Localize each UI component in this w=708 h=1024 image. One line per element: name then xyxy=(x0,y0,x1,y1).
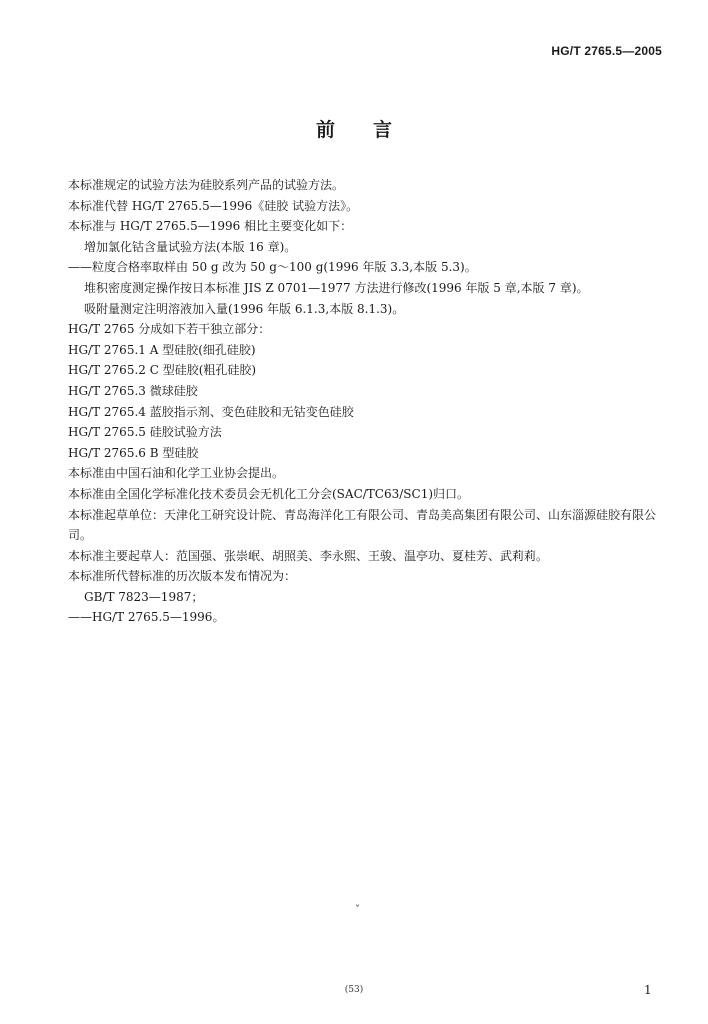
paragraph-3: 本标准与 HG/T 2765.5—1996 相比主要变化如下： xyxy=(68,219,353,234)
change-item-1: 增加氯化钴含量试验方法(本版 16 章)。 xyxy=(84,239,297,254)
paragraph-2: 本标准代替 HG/T 2765.5—1996《硅胶 试验方法》。 xyxy=(68,198,359,213)
page-title: 前言 xyxy=(315,119,430,141)
page-number: 1 xyxy=(644,983,652,997)
history-item-1: GB/T 7823—1987； xyxy=(84,589,204,604)
part-4: HG/T 2765.4 蓝胶指示剂、变色硅胶和无钴变色硅胶 xyxy=(68,404,354,419)
history-item-2: ——HG/T 2765.5—1996。 xyxy=(68,610,225,625)
part-3: HG/T 2765.3 微球硅胶 xyxy=(68,383,198,398)
part-6: HG/T 2765.6 B 型硅胶 xyxy=(68,445,199,460)
foreword-body xyxy=(68,175,660,628)
part-5: HG/T 2765.5 硅胶试验方法 xyxy=(68,425,222,440)
inner-page-number: (53) xyxy=(344,985,364,995)
standard-code: HG/T 2765.5—2005 xyxy=(551,44,662,58)
change-item-2: ——粒度合格率取样由 50 g 改为 50 g～100 g(1996 年版 3.3,本版 5.3)。 xyxy=(68,260,477,275)
proposer: 本标准由中国石油和化学工业协会提出。 xyxy=(68,466,285,481)
paragraph-1: 本标准规定的试验方法为硅胶系列产品的试验方法。 xyxy=(68,178,345,192)
centralized-unit: 本标准由全国化学标准化技术委员会无机化工分会(SAC/TC63/SC1)归口。 xyxy=(68,486,470,501)
drafters: 本标准主要起草人：范国强、张崇岷、胡照美、李永熙、王骏、温亭功、夏桂芳、武莉莉。 xyxy=(68,548,549,563)
history-intro: 本标准所代替标准的历次版本发布情况为： xyxy=(68,569,297,584)
stray-mark: ˇ xyxy=(355,905,360,916)
parts-intro: HG/T 2765 分成如下若干独立部分： xyxy=(68,322,271,337)
part-1: HG/T 2765.1 A 型硅胶(细孔硅胶) xyxy=(68,342,256,357)
part-2: HG/T 2765.2 C 型硅胶(粗孔硅胶) xyxy=(68,363,257,378)
change-item-3: 堆积密度测定操作按日本标准 JIS Z 0701—1977 方法进行修改(1996 年版 5 章,本版 7 章)。 xyxy=(84,280,589,295)
change-item-4: 吸附量测定注明溶液加入量(1996 年版 6.1.3,本版 8.1.3)。 xyxy=(84,301,405,316)
drafting-units: 本标准起草单位：天津化工研究设计院、青岛海洋化工有限公司、青岛美高集团有限公司、山东淄源硅胶有限公司。 xyxy=(68,507,657,543)
